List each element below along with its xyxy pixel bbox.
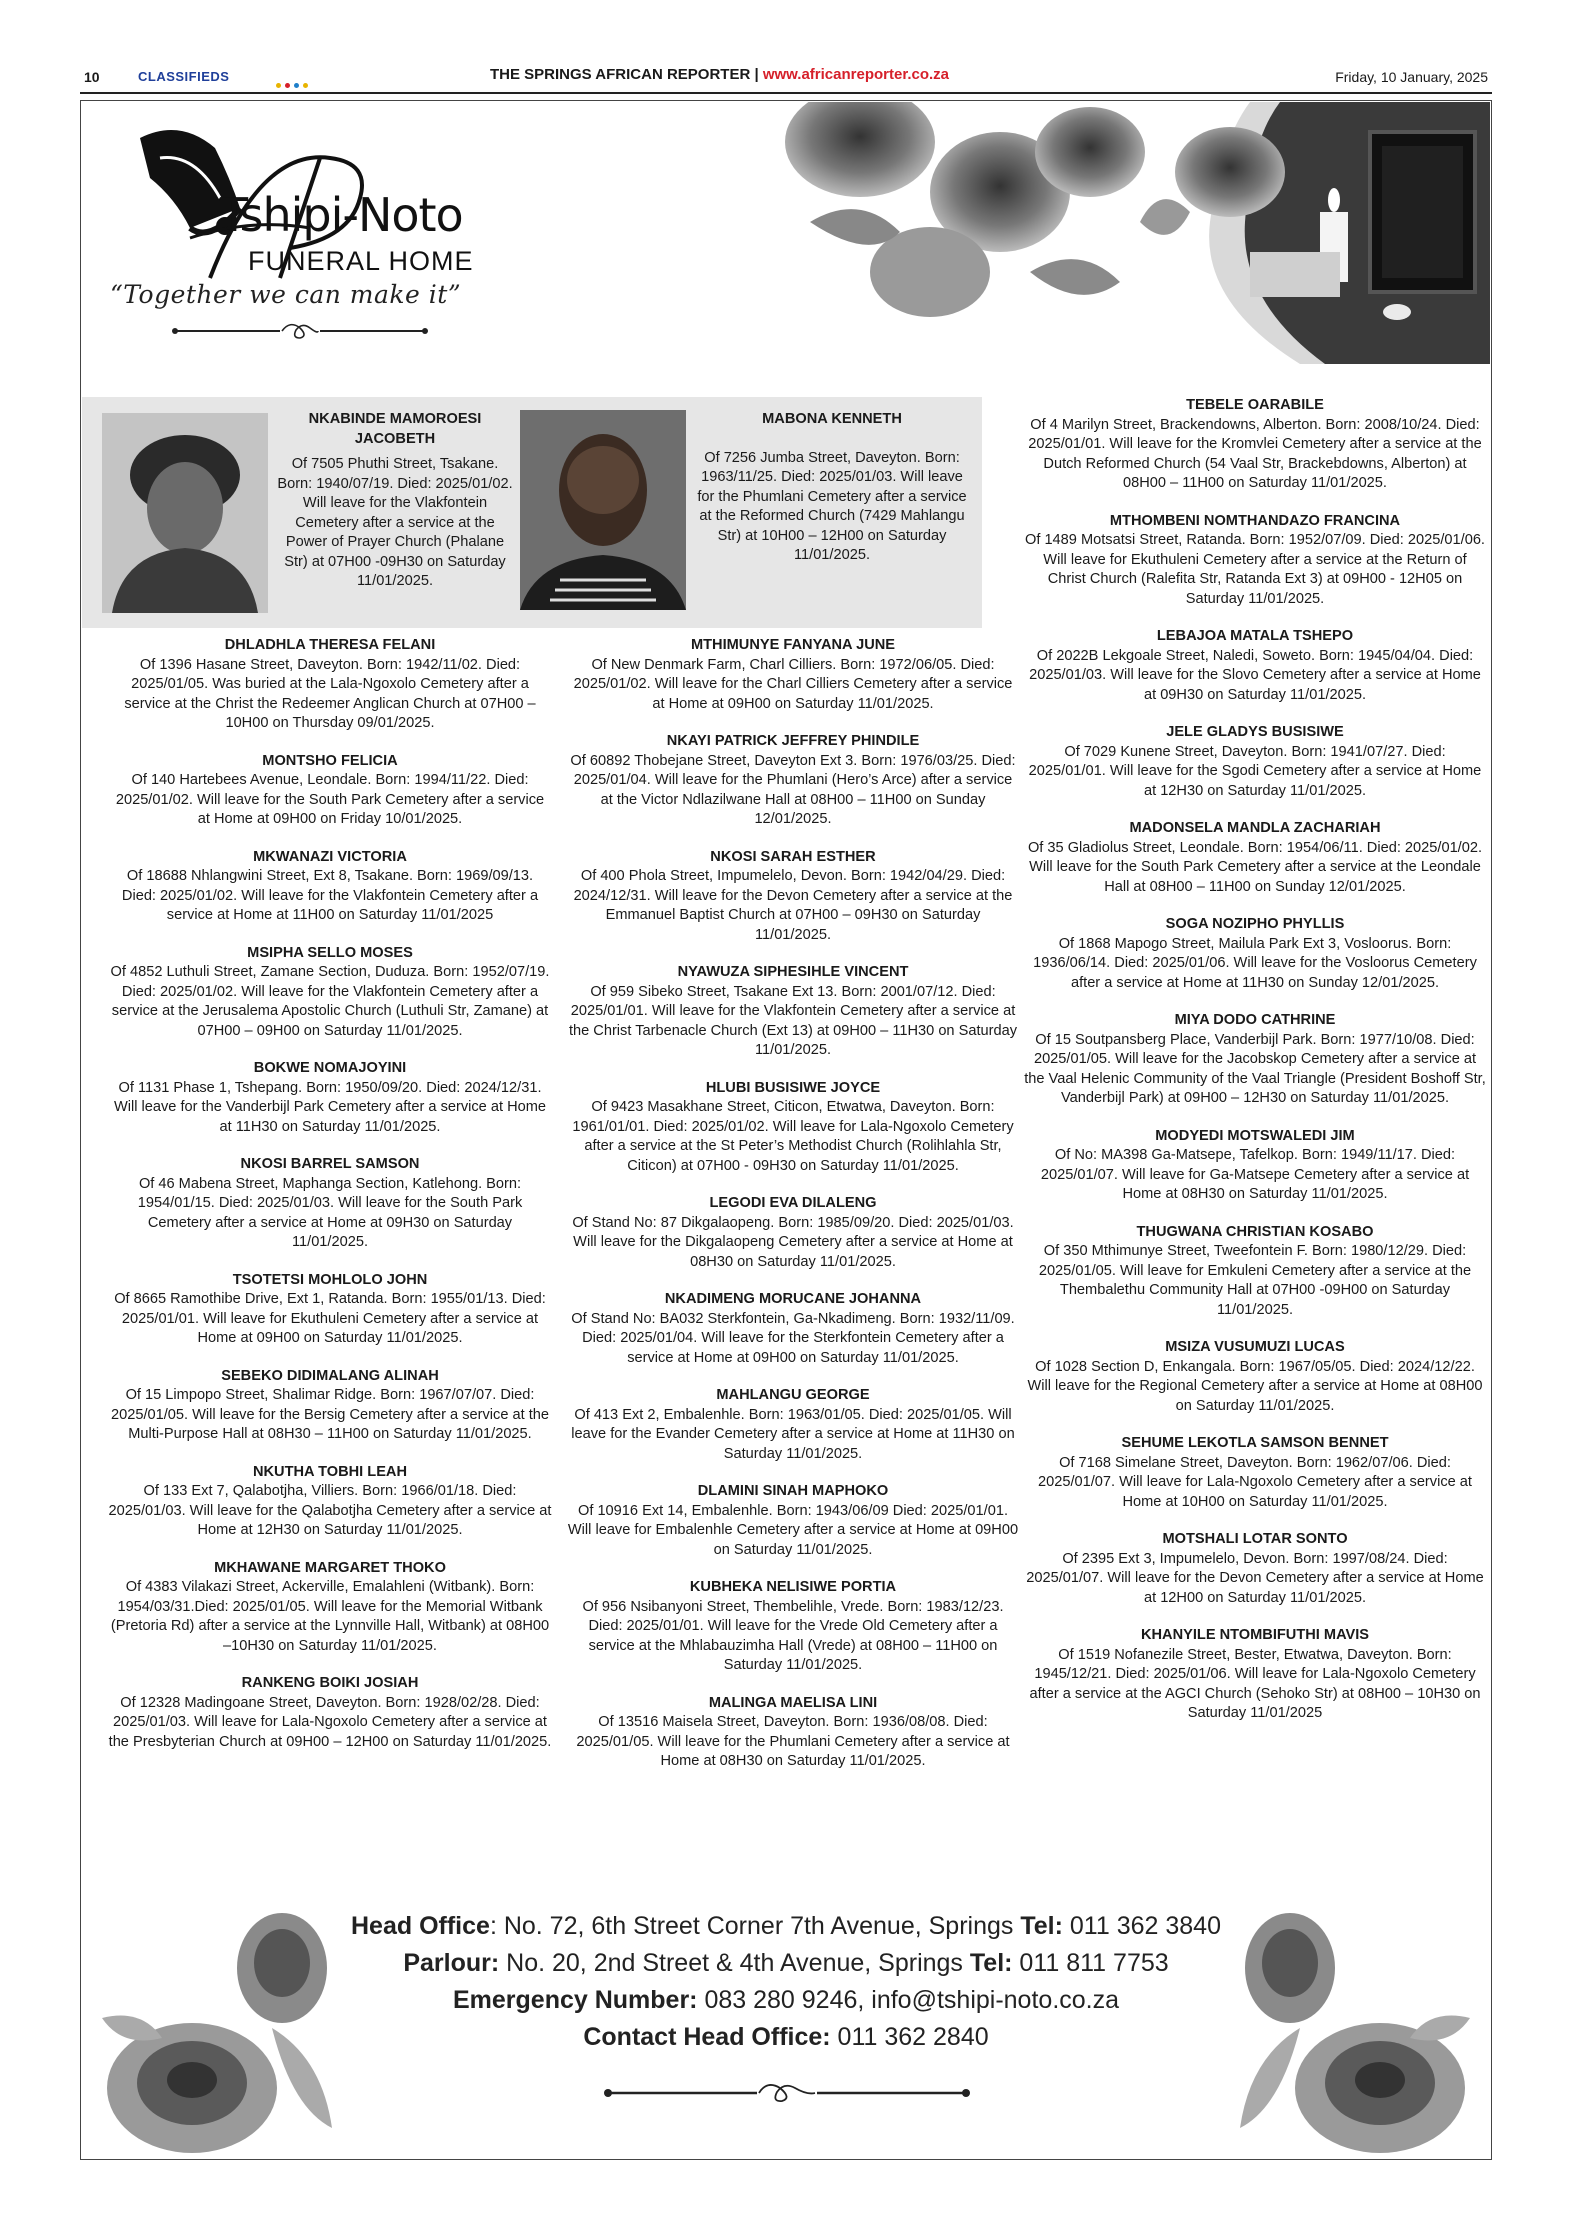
death-notice [566, 1194, 1020, 1272]
death-notice [566, 848, 1020, 946]
header-rule [80, 92, 1492, 94]
notice-details: Of 1131 Phase 1, Tshepang. Born: 1950/09/20. Died: 2024/12/31. Will leave for the Vanderbijl Park Cemetery after a service at Home at 11H30 on Saturday 11/01/2025. [113, 1079, 547, 1135]
death-notice [1024, 723, 1486, 801]
contact-head-office-number[interactable]: 011 362 2840 [830, 2023, 989, 2051]
deceased-name: SOGA NOZIPHO PHYLLIS [1165, 916, 1345, 932]
head-office-line [82, 1908, 1490, 1945]
death-notice [108, 1463, 552, 1541]
parlour-line [82, 1945, 1490, 1982]
death-notice [566, 1482, 1020, 1560]
page-header [80, 66, 1492, 88]
death-notice [566, 1386, 1020, 1464]
notices-column-3 [1024, 396, 1486, 1742]
death-notice [108, 848, 552, 926]
deceased-name: TSOTETSI MOHLOLO JOHN [232, 1271, 428, 1288]
emergency-line [82, 1982, 1490, 2019]
parlour-tel[interactable]: 011 811 7753 [1012, 1949, 1169, 1977]
deceased-name: MAHLANGU GEORGE [716, 1387, 870, 1403]
notice-details: Of 7168 Simelane Street, Daveyton. Born: 1962/07/06. Died: 2025/01/07. Will leave for Lala-Ngoxolo Cemetery after a service at Home at 10H00 on Saturday 11/01/2025. [1038, 1454, 1472, 1510]
notice-details: Of 13516 Maisela Street, Daveyton. Born: 1936/08/08. Died: 2025/01/05. Will leave for the Phumlani Cemetery after a service at Home at 08H30 on Saturday 11/01/2025. [576, 1714, 1010, 1769]
deceased-name: MODYEDI MOTSWALEDI JIM [1155, 1127, 1355, 1144]
title-separator: | [754, 66, 759, 83]
deceased-name: MTHIMUNYE FANYANA JUNE [690, 637, 896, 653]
notice-details: Of 413 Ext 2, Embalenhle. Born: 1963/01/05. Died: 2025/01/05. Will leave for the Evander Cemetery after a service at Home at 11H30 on Saturday 11/01/2025. [571, 1406, 1015, 1462]
notice-details: Of 350 Mthimunye Street, Tweefontein F. Born: 1980/12/29. Died: 2025/01/05. Will leave for Emkuleni Cemetery after a service at the Thembalethu Community Hall at 07H00 -09H00 on Saturday 11/01/2025. [1038, 1243, 1472, 1318]
notice-details: Of 2395 Ext 3, Impumelelo, Devon. Born: 1997/08/24. Died: 2025/01/07. Will leave for the Devon Cemetery after a service at Home at 12H00 on Saturday 11/01/2025. [1026, 1550, 1484, 1606]
notice-details: Of 956 Nsibanyoni Street, Thembelihle, Vrede. Born: 1983/12/23. Died: 2025/01/01. Will leave for the Vrede Old Cemetery after a service at the Mhlabauzimha Hall (Vrede) at 08H00 – 11H00 on Saturday 11/01/2025. [582, 1598, 1004, 1673]
notice-details: Of 1519 Nofanezile Street, Bester, Etwatwa, Daveyton. Born: 1945/12/21. Died: 2025/01/06. Will leave for Lala-Ngoxolo Cemetery after a service at the AGCI Church (Sehoko Str) at 08H00 – 10H30 on Saturday 11/01/2025 [1029, 1646, 1481, 1721]
death-notice [108, 636, 552, 734]
head-office-tel-label: Tel: [1020, 1912, 1063, 1940]
death-notice [1024, 915, 1486, 993]
death-notice [108, 1367, 552, 1445]
deceased-name: NYAWUZA SIPHESIHLE VINCENT [677, 964, 909, 980]
death-notice [566, 963, 1020, 1061]
notice-details: Of 9423 Masakhane Street, Citicon, Etwatwa, Daveyton. Born: 1961/01/01. Died: 2025/01/02. Will leave for Lala-Ngoxolo Cemetery after a service at the St Peter’s Methodist Church (Rolihlahla Str, Citicon) at 07H00 - 09H30 on Saturday 11/01/2025. [572, 1099, 1014, 1174]
notice-details: Of No: MA398 Ga-Matsepe, Tafelkop. Born: 1949/11/17. Died: 2025/01/07. Will leave for Ga-Matsepe Cemetery after a service at Home at 08H30 on Saturday 11/01/2025. [1040, 1147, 1470, 1202]
notice-details: Of 4 Marilyn Street, Brackendowns, Alberton. Born: 2008/10/24. Died: 2025/01/01. Will leave for the Kromvlei Cemetery after a service at the Dutch Reformed Church (54 Vaal Str, Brackebdowns, Alberton) at 08H00 – 11H00 on Saturday 11/01/2025. [1028, 416, 1482, 491]
death-notice [566, 1079, 1020, 1177]
emergency-label: Emergency Number: [452, 1986, 698, 2014]
deceased-name: NKOSI SARAH ESTHER [710, 848, 876, 865]
deceased-name: NKOSI BARREL SAMSON [240, 1156, 420, 1172]
notice-details: Of 4383 Vilakazi Street, Ackerville, Emalahleni (Witbank). Born: 1954/03/31.Died: 2025/01/05. Will leave for the Memorial Witbank (Pretoria Rd) after a service at the Lynnville Hall, Witbank) at 08H00 –10H30 on Saturday 11/01/2025. [110, 1579, 550, 1654]
death-notice [1024, 1626, 1486, 1724]
notice-details: Of 133 Ext 7, Qalabotjha, Villiers. Born: 1966/01/18. Died: 2025/01/03. Will leave for the Qalabotjha Cemetery after a service at Home at 12H30 on Saturday 11/01/2025. [108, 1483, 552, 1538]
notice-details: Of Stand No: BA032 Sterkfontein, Ga-Nkadimeng. Born: 1932/11/09. Died: 2025/01/04. Will leave for the Sterkfontein Cemetery after a service at Home at 09H00 on Saturday 11/01/2025. [571, 1310, 1015, 1366]
deceased-name: MABONA KENNETH [762, 411, 902, 427]
deceased-name: MKHAWANE MARGARET THOKO [214, 1559, 446, 1576]
deceased-name: NKADIMENG MORUCANE JOHANNA [664, 1291, 922, 1307]
deceased-name: HLUBI BUSISIWE JOYCE [705, 1079, 881, 1096]
featured-notice [276, 410, 514, 592]
deceased-name: MTHOMBENI NOMTHANDAZO FRANCINA [1109, 512, 1401, 529]
parlour-address: No. 20, 2nd Street & 4th Avenue, Springs [499, 1949, 970, 1977]
deceased-name: MKWANAZI VICTORIA [253, 848, 407, 865]
issue-date: Friday, 10 January, 2025 [1335, 69, 1488, 85]
death-notice [108, 1271, 552, 1349]
deceased-name: LEBAJOA MATALA TSHEPO [1156, 628, 1354, 644]
notice-details: Of 15 Limpopo Street, Shalimar Ridge. Born: 1967/07/07. Died: 2025/01/05. Will leave for the Bersig Cemetery after a service at the Multi-Purpose Hall at 08H30 – 11H00 on Saturday 11/01/2025. [110, 1387, 550, 1442]
death-notice [566, 1694, 1020, 1772]
notice-details: Of 7505 Phuthi Street, Tsakane. Born: 1940/07/19. Died: 2025/01/02. Will leave for the Vlakfontein Cemetery after a service at the Power of Prayer Church (Phalane Str) at 07H00 -09H30 on Saturday 11/01/2025. [277, 456, 513, 589]
death-notice [566, 636, 1020, 714]
deceased-name: TEBELE OARABILE [1186, 397, 1324, 413]
death-notice [1024, 1011, 1486, 1109]
deceased-name: MONTSHO FELICIA [262, 752, 398, 769]
brand-subtitle: FUNERAL HOME [248, 246, 474, 276]
section-label: CLASSIFIEDS [138, 69, 230, 84]
notice-details: Of 1868 Mapogo Street, Mailula Park Ext 3, Vosloorus. Born: 1936/06/14. Died: 2025/01/06. Will leave for the Vosloorus Cemetery after a service at Home at 11H30 on Sunday 12/01/2025. [1033, 935, 1477, 991]
head-office-tel[interactable]: 011 362 3840 [1062, 1912, 1221, 1940]
death-notice [1024, 1338, 1486, 1416]
notice-details: Of 1489 Motsatsi Street, Ratanda. Born: 1952/07/09. Died: 2025/01/06. Will leave for Ekuthuleni Cemetery after a service at the Return of Christ Church (Ralefita Str, Ratanda Ext 3) at 09H00 - 12H05 on Saturday 11/01/2025. [1024, 532, 1485, 607]
page-number: 10 [84, 69, 100, 85]
notice-details: Of 60892 Thobejane Street, Daveyton Ext 3. Born: 1976/03/25. Died: 2025/01/04. Will leave for the Phumlani (Hero’s Arce) after a service at the Victor Ndlazilwane Hall at 08H00 – 11H00 on Sunday 12/01/2025. [570, 752, 1016, 827]
death-notice [108, 944, 552, 1042]
roses-candle-banner-image [780, 102, 1490, 364]
head-office-address: : No. 72, 6th Street Corner 7th Avenue, Springs [489, 1912, 1021, 1940]
deceased-name: MSIPHA SELLO MOSES [247, 944, 413, 961]
flourish-divider-icon [170, 318, 430, 344]
brand-slogan: “Together we can make it” [110, 280, 462, 309]
death-notice [1024, 1434, 1486, 1512]
notice-details: Of 2022B Lekgoale Street, Naledi, Soweto. Born: 1945/04/04. Died: 2025/01/03. Will leave for the Slovo Cemetery after a service at Home at 09H30 on Saturday 11/01/2025. [1029, 647, 1481, 703]
deceased-name: SEHUME LEKOTLA SAMSON BENNET [1121, 1435, 1389, 1451]
death-notice [1024, 1127, 1486, 1205]
death-notice [1024, 819, 1486, 897]
death-notice [108, 1059, 552, 1137]
notice-details: Of 15 Soutpansberg Place, Vanderbijl Park. Born: 1977/10/08. Died: 2025/01/05. Will leave for the Jacobskop Cemetery after a service at the Vaal Helenic Community of the Vaal Triangle (President Boshoff Str, Vanderbijl Park) at 09H00 – 12H30 on Saturday 11/01/2025. [1024, 1031, 1486, 1106]
deceased-name: THUGWANA CHRISTIAN KOSABO [1136, 1223, 1374, 1240]
death-notice [566, 732, 1020, 830]
notice-details: Of 12328 Madingoane Street, Daveyton. Born: 1928/02/28. Died: 2025/01/03. Will leave for Lala-Ngoxolo Cemetery after a service at the Presbyterian Church at 09H00 – 12H00 on Saturday 11/01/2025. [108, 1694, 552, 1750]
notice-details: Of 1396 Hasane Street, Daveyton. Born: 1942/11/02. Died: 2025/01/05. Was buried at the Lala-Ngoxolo Cemetery after a service at the Christ the Redeemer Anglican Church at 07H00 – 10H00 on Thursday 09/01/2025. [124, 656, 536, 731]
funeral-home-logo [110, 118, 510, 338]
deceased-name: MSIZA VUSUMUZI LUCAS [1165, 1339, 1345, 1355]
death-notice [1024, 1530, 1486, 1608]
deceased-name: KHANYILE NTOMBIFUTHI MAVIS [1140, 1627, 1370, 1643]
deceased-name: MALINGA MAELISA LINI [708, 1694, 878, 1711]
notice-details: Of 18688 Nhlangwini Street, Ext 8, Tsakane. Born: 1969/09/13. Died: 2025/01/02. Will leave for the Vlakfontein Cemetery after a service at Home at 11H00 on Saturday 11/01/2025 [121, 868, 539, 923]
notice-details: Of New Denmark Farm, Charl Cilliers. Born: 1972/06/05. Died: 2025/01/02. Will leave for the Charl Cilliers Cemetery after a service at Home at 09H00 on Saturday 11/01/2025. [573, 656, 1013, 712]
flourish-divider-icon [602, 2078, 972, 2108]
notices-column-1 [108, 636, 552, 1770]
publication-name: THE SPRINGS AFRICAN REPORTER [490, 66, 751, 83]
parlour-tel-label: Tel: [969, 1949, 1013, 1977]
notice-details: Of 7256 Jumba Street, Daveyton. Born: 1963/11/25. Died: 2025/01/03. Will leave for the Phumlani Cemetery after a service at the Reformed Church (7429 Mahlangu Str) at 10H00 – 12H00 on Saturday 11/01/2025. [697, 449, 967, 563]
deceased-name: MADONSELA MANDLA ZACHARIAH [1129, 820, 1381, 836]
section-dots [276, 75, 312, 91]
deceased-name: KUBHEKA NELISIWE PORTIA [689, 1579, 897, 1595]
notice-details: Of 400 Phola Street, Impumelelo, Devon. Born: 1942/04/29. Died: 2024/12/31. Will leave for the Devon Cemetery after a service at the Emmanuel Baptist Church at 07H00 – 09H30 on Saturday 11/01/2025. [573, 868, 1013, 943]
deceased-name: BOKWE NOMAJOYINI [253, 1060, 407, 1076]
death-notice [1024, 627, 1486, 705]
deceased-name: LEGODI EVA DILALENG [709, 1195, 877, 1211]
death-notice [1024, 1223, 1486, 1321]
emergency-contact[interactable]: 083 280 9246, info@tshipi-noto.co.za [697, 1986, 1120, 2014]
deceased-name: NKUTHA TOBHI LEAH [252, 1463, 408, 1480]
head-office-label: Head Office [351, 1912, 490, 1940]
notice-details: Of 35 Gladiolus Street, Leondale. Born: 1954/06/11. Died: 2025/01/02. Will leave for the South Park Cemetery after a service at the Leondale Hall at 08H00 – 11H00 on Sunday 12/01/2025. [1027, 839, 1483, 895]
death-notice [1024, 512, 1486, 610]
notices-column-2 [566, 636, 1020, 1790]
contact-footer [82, 1908, 1490, 2158]
portrait-photo-nkabinde [102, 413, 268, 613]
notice-details: Of 8665 Ramothibe Drive, Ext 1, Ratanda. Born: 1955/01/13. Died: 2025/01/01. Will leave for Ekuthuleni Cemetery after a service at Home at 09H00 on Saturday 11/01/2025. [114, 1291, 546, 1346]
contact-head-office-label: Contact Head Office: [583, 2023, 831, 2051]
portrait-photo-mabona [520, 410, 686, 610]
notice-details: Of 1028 Section D, Enkangala. Born: 1967/05/05. Died: 2024/12/22. Will leave for the Regional Cemetery after a service at Home at 08H00 on Saturday 11/01/2025. [1027, 1358, 1483, 1414]
parlour-label: Parlour: [403, 1949, 500, 1977]
deceased-name: SEBEKO DIDIMALANG ALINAH [221, 1367, 439, 1384]
deceased-name: DHLADHLA THERESA FELANI [224, 637, 436, 653]
notice-details: Of 140 Hartebees Avenue, Leondale. Born: 1994/11/22. Died: 2025/01/02. Will leave for the South Park Cemetery after a service at Home at 09H00 on Friday 10/01/2025. [115, 772, 545, 827]
notice-details: Of 46 Mabena Street, Maphanga Section, Katlehong. Born: 1954/01/15. Died: 2025/01/03. Will leave for the South Park Cemetery after a service at Home at 09H30 on Saturday 11/01/2025. [137, 1175, 523, 1250]
death-notice [108, 1155, 552, 1253]
death-notice [566, 1290, 1020, 1368]
deceased-name: NKAYI PATRICK JEFFREY PHINDILE [666, 733, 920, 749]
notice-details: Of 7029 Kunene Street, Daveyton. Born: 1941/07/27. Died: 2025/01/01. Will leave for the Sgodi Cemetery after a service at Home at 12H30 on Saturday 11/01/2025. [1028, 743, 1482, 799]
death-notice [566, 1578, 1020, 1676]
deceased-name: NKABINDE MAMOROESI JACOBETH [308, 411, 482, 447]
death-notice [108, 752, 552, 830]
notice-details: Of 959 Sibeko Street, Tsakane Ext 13. Born: 2001/07/12. Died: 2025/01/01. Will leave for the Vlakfontein Cemetery after a service at the Christ Tarbenacle Church (Ext 13) at 09H00 – 11H30 on Saturday 11/01/2025. [568, 983, 1018, 1058]
contact-head-office-line [82, 2019, 1490, 2056]
deceased-name: RANKENG BOIKI JOSIAH [241, 1675, 419, 1691]
death-notice [108, 1674, 552, 1752]
notice-details: Of Stand No: 87 Dikgalaopeng. Born: 1985/09/20. Died: 2025/01/03. Will leave for the Dikgalaopeng Cemetery after a service at Home at 08H30 on Saturday 11/01/2025. [572, 1214, 1014, 1270]
deceased-name: MOTSHALI LOTAR SONTO [1162, 1531, 1348, 1547]
death-notice [108, 1559, 552, 1657]
deceased-name: DLAMINI SINAH MAPHOKO [697, 1483, 889, 1499]
notice-details: Of 10916 Ext 14, Embalenhle. Born: 1943/06/09 Died: 2025/01/01. Will leave for Embalenhle Cemetery after a service at Home at 09H00 on Saturday 11/01/2025. [567, 1502, 1019, 1558]
featured-notice [696, 410, 968, 566]
notice-details: Of 4852 Luthuli Street, Zamane Section, Duduza. Born: 1952/07/19. Died: 2025/01/02. Will leave for the Vlakfontein Cemetery after a service at the Jerusalema Apostolic Church (Luthuli Str, Zamane) at 07H00 – 09H00 on Saturday 11/01/2025. [110, 964, 550, 1039]
deceased-name: MIYA DODO CATHRINE [1174, 1012, 1336, 1028]
publication-url[interactable]: www.africanreporter.co.za [762, 66, 950, 83]
publication-title [490, 66, 949, 83]
contact-details [82, 1908, 1490, 2056]
deceased-name: JELE GLADYS BUSISIWE [1166, 724, 1344, 740]
brand-name: Tshipi-Noto [220, 188, 463, 242]
death-notice [1024, 396, 1486, 494]
